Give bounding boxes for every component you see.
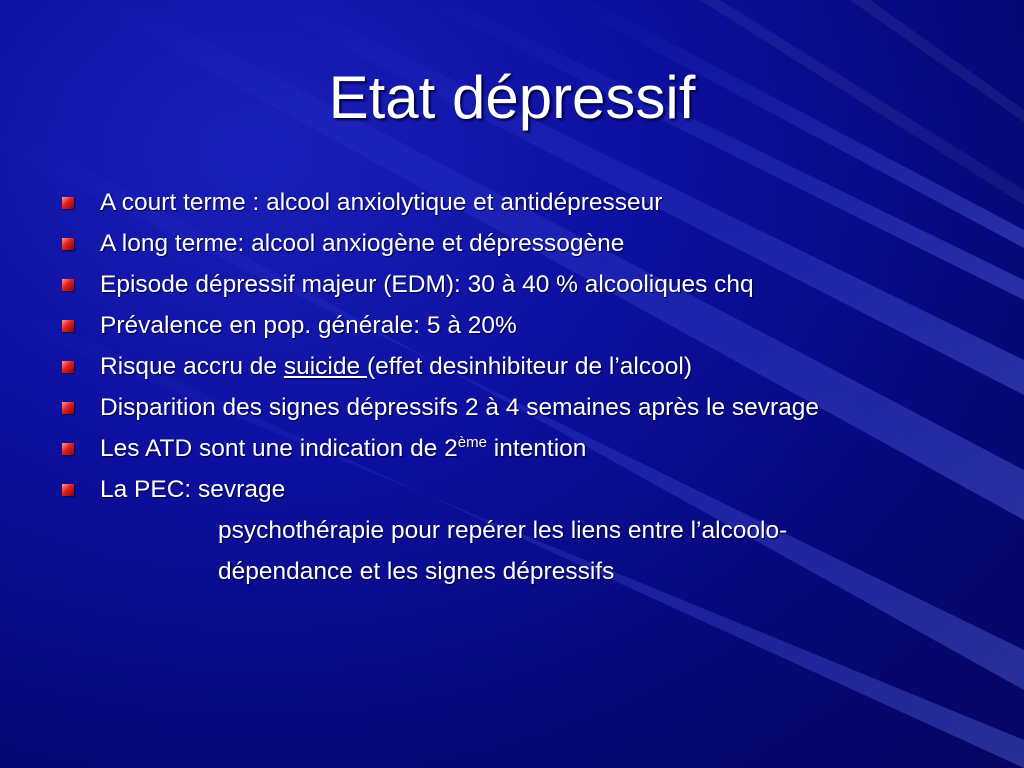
square-bullet-icon <box>62 238 74 250</box>
bullet-item <box>62 266 1002 307</box>
square-bullet-icon <box>62 279 74 291</box>
bullet-text: Disparition des signes dépressifs 2 à 4 semaines après le sevrage <box>100 394 820 421</box>
bullet-item <box>62 430 1002 471</box>
square-bullet-icon <box>62 443 74 455</box>
bullet-text-after: intention <box>486 435 587 462</box>
square-bullet-icon <box>62 361 74 373</box>
continuation-text: dépendance et les signes dépressifs <box>218 558 615 585</box>
bullet-item <box>62 471 1002 512</box>
slide-title: Etat dépressif <box>328 64 696 131</box>
bullet-text-before: Les ATD sont une indication de 2 <box>100 435 458 462</box>
continuation-text: psychothérapie pour repérer les liens entre l’alcoolo- <box>218 517 788 544</box>
bullet-item <box>62 225 1002 266</box>
bullet-text: Episode dépressif majeur (EDM): 30 à 40 % alcooliques chq <box>100 271 754 298</box>
bullet-text: A court terme : alcool anxiolytique et antidépresseur <box>100 189 663 216</box>
suicide-link[interactable]: suicide <box>283 353 367 380</box>
square-bullet-icon <box>62 484 74 496</box>
bullet-item <box>62 389 1002 430</box>
bullet-text: La PEC: sevrage <box>100 476 286 503</box>
bullet-text: A long terme: alcool anxiogène et dépressogène <box>100 230 625 257</box>
bullet-list <box>62 184 1002 594</box>
bullet-text: Prévalence en pop. générale: 5 à 20% <box>100 312 517 339</box>
bullet-item <box>62 307 1002 348</box>
bullet-item <box>62 348 1002 389</box>
continuation-line <box>62 553 1002 594</box>
continuation-line <box>62 512 1002 553</box>
square-bullet-icon <box>62 320 74 332</box>
square-bullet-icon <box>62 402 74 414</box>
bullet-text-after: (effet desinhibiteur de l’alcool) <box>366 353 692 380</box>
bullet-item <box>62 184 1002 225</box>
ordinal-superscript: ème <box>457 434 487 451</box>
square-bullet-icon <box>62 197 74 209</box>
bullet-text-before: Risque accru de <box>100 353 284 380</box>
